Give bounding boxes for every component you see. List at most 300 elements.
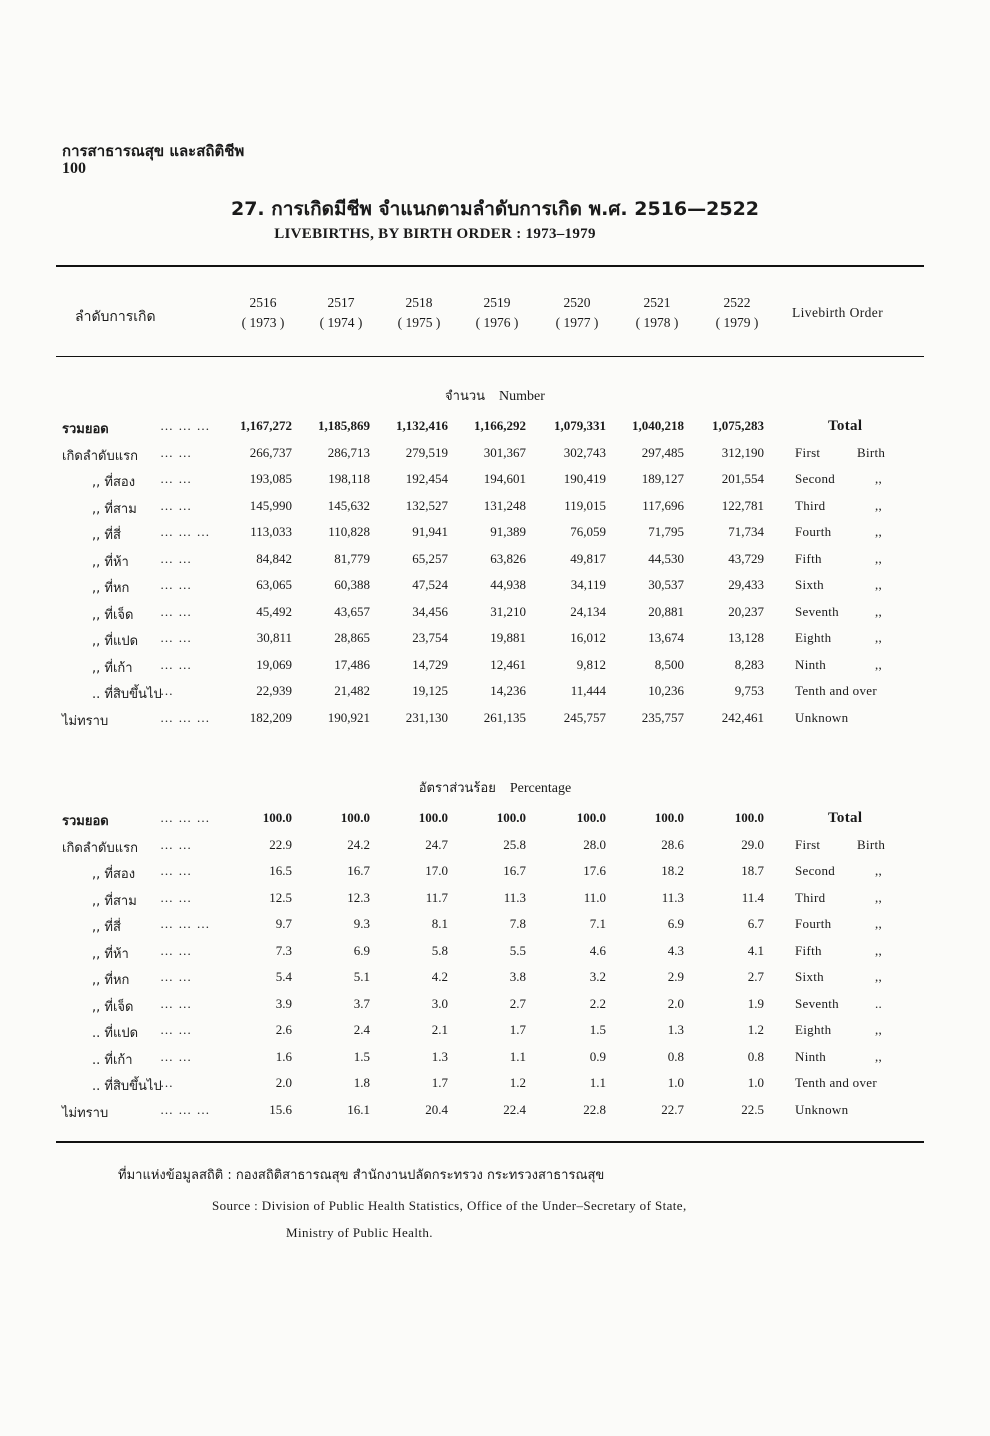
- row-label-english: [795, 577, 883, 593]
- ditto-mark: ,,: [875, 942, 883, 958]
- column-header-order-thai: ลำดับการเกิด: [75, 309, 156, 325]
- table-row: [0, 1102, 990, 1128]
- cell-value: 198,118: [328, 471, 370, 486]
- row-label-english: [795, 863, 883, 879]
- leader-dots: … …: [160, 863, 193, 878]
- cell-value: 0.9: [589, 1048, 606, 1064]
- row-label: ,, ที่เจ็ด: [92, 607, 134, 623]
- year-header: [702, 293, 772, 333]
- section-heading-percentage: [0, 777, 990, 798]
- cell-value: 1.7: [431, 1075, 448, 1090]
- row-label-english: [795, 995, 883, 1012]
- cell-value: 9.3: [353, 916, 370, 931]
- cell-value: 11.4: [741, 889, 764, 905]
- row-label-english: [795, 550, 883, 567]
- row-label-english-text: Eighth: [795, 1022, 832, 1037]
- cell-value: 4.2: [431, 969, 448, 984]
- ditto-mark: ,,: [875, 969, 883, 984]
- row-label-english: [795, 710, 848, 726]
- year-common-era: ( 1974 ): [319, 315, 363, 330]
- cell-value: 2.2: [589, 995, 606, 1011]
- year-header: [622, 293, 692, 333]
- cell-value: 297,485: [641, 444, 684, 460]
- table-row: [0, 657, 990, 683]
- row-label: ,, ที่สี่: [92, 528, 121, 543]
- cell-value: 19,069: [256, 656, 292, 672]
- table-row: [0, 1022, 990, 1048]
- cell-value: 16.5: [269, 863, 292, 878]
- row-label-english-text: Ninth: [795, 1048, 827, 1064]
- header-rule: [56, 356, 924, 357]
- leader-dots: … …: [160, 603, 193, 619]
- year-header: [306, 293, 376, 333]
- cell-value: 84,842: [256, 550, 292, 566]
- table-row: [0, 577, 990, 603]
- row-label-english-text: Ninth: [795, 656, 827, 672]
- running-title: การสาธารณสุข และสถิติชีพ: [62, 142, 245, 160]
- cell-value: 18.2: [661, 863, 684, 878]
- row-label-english-text: Second: [795, 471, 836, 486]
- row-label: ,, ที่หก: [92, 581, 130, 596]
- cell-value: 182,209: [249, 709, 292, 725]
- row-label-english: [828, 810, 862, 827]
- cell-value: 14,236: [490, 683, 526, 698]
- cell-value: 1,132,416: [396, 418, 448, 433]
- cell-value: 1.1: [509, 1048, 526, 1064]
- row-label: ไม่ทราบ: [62, 1105, 109, 1121]
- row-label-english: [795, 942, 883, 959]
- cell-value: 100.0: [496, 810, 526, 825]
- table-row: [0, 1049, 990, 1075]
- row-label-english-text: Second: [795, 863, 836, 878]
- ditto-mark: ,,: [875, 916, 883, 931]
- cell-value: 12.3: [347, 889, 370, 905]
- ditto-mark: ,,: [875, 550, 883, 566]
- cell-value: 11.3: [503, 889, 526, 905]
- year-header: [228, 293, 298, 333]
- cell-value: 10,236: [648, 683, 684, 698]
- table-row: [0, 683, 990, 709]
- ditto-mark: ,,: [875, 1048, 883, 1064]
- cell-value: 18.7: [741, 863, 764, 878]
- cell-value: 24.7: [425, 836, 448, 852]
- cell-value: 63,826: [490, 550, 526, 566]
- row-label-english-text: Third: [795, 889, 826, 905]
- cell-value: 1.8: [353, 1075, 370, 1090]
- cell-value: 4.3: [667, 942, 684, 958]
- row-label-english: [795, 1102, 848, 1118]
- cell-value: 1.3: [667, 1022, 684, 1037]
- cell-value: 28.0: [583, 836, 606, 852]
- cell-value: 14,729: [412, 656, 448, 672]
- cell-value: 193,085: [249, 471, 292, 486]
- year-header: [462, 293, 532, 333]
- cell-value: 245,757: [563, 709, 606, 725]
- row-label-english-text: Seventh: [795, 603, 839, 619]
- table-row: [0, 890, 990, 916]
- cell-value: 4.6: [589, 942, 606, 958]
- leader-dots: … …: [160, 471, 193, 486]
- cell-value: 24.2: [347, 836, 370, 852]
- cell-value: 235,757: [641, 709, 684, 725]
- row-label: ,, ที่ห้า: [92, 554, 129, 570]
- leader-dots: … …: [160, 995, 193, 1011]
- cell-value: 34,456: [412, 603, 448, 619]
- row-label: เกิดลำดับแรก: [62, 840, 138, 856]
- year-buddhist-era: 2518: [405, 295, 433, 310]
- cell-value: 4.1: [747, 942, 764, 958]
- table-row: [0, 445, 990, 471]
- row-label-english-text: Tenth and over: [795, 683, 877, 698]
- cell-value: 100.0: [576, 810, 606, 825]
- cell-value: 11.3: [661, 889, 684, 905]
- cell-value: 3.0: [431, 995, 448, 1011]
- ditto-mark: ,,: [875, 1022, 883, 1037]
- table-row: [0, 418, 990, 444]
- row-label-english-text: Third: [795, 497, 826, 513]
- cell-value: 5.8: [431, 942, 448, 958]
- row-label: ,, ที่เจ็ด: [92, 999, 134, 1015]
- leader-dots: … …: [160, 1022, 193, 1037]
- cell-value: 301,367: [483, 444, 526, 460]
- cell-value: 286,713: [327, 444, 370, 460]
- ditto-mark: ,,: [875, 603, 883, 619]
- cell-value: 132,527: [405, 497, 448, 513]
- year-common-era: ( 1976 ): [475, 315, 519, 330]
- leader-dots: … … …: [160, 1101, 211, 1117]
- cell-value: 22.5: [741, 1101, 764, 1117]
- leader-dots: … …: [160, 656, 193, 672]
- cell-value: 190,921: [327, 709, 370, 725]
- row-label-english-text: First: [795, 836, 821, 852]
- cell-value: 312,190: [721, 444, 764, 460]
- cell-value: 1.2: [509, 1075, 526, 1090]
- row-label: ,, ที่สี่: [92, 920, 121, 935]
- table-row: [0, 916, 990, 942]
- leader-dots: … …: [160, 444, 193, 460]
- cell-value: 242,461: [721, 709, 764, 725]
- table-row: [0, 943, 990, 969]
- row-label: ,, ที่เก้า: [92, 660, 133, 676]
- leader-dots: … …: [160, 889, 193, 905]
- row-label-english: [828, 418, 862, 435]
- cell-value: 117,696: [642, 497, 684, 513]
- cell-value: 30,811: [256, 630, 292, 645]
- row-label-english: [795, 656, 883, 673]
- cell-value: 20.4: [425, 1101, 448, 1117]
- row-label-english-text: Unknown: [795, 1101, 849, 1117]
- year-common-era: ( 1978 ): [635, 315, 679, 330]
- ditto-mark: ,,: [875, 630, 883, 645]
- leader-dots: … … …: [160, 524, 211, 539]
- year-common-era: ( 1977 ): [555, 315, 599, 330]
- year-common-era: ( 1979 ): [715, 315, 759, 330]
- cell-value: 2.1: [431, 1022, 448, 1037]
- table-row: [0, 524, 990, 550]
- cell-value: 13,674: [648, 630, 684, 645]
- cell-value: 1.3: [431, 1048, 448, 1064]
- row-label-english-text: Sixth: [795, 577, 824, 592]
- row-label-english: [795, 683, 877, 699]
- cell-value: 19,881: [490, 630, 526, 645]
- row-label-english-text: Fourth: [795, 524, 832, 539]
- cell-value: 2.7: [747, 969, 764, 984]
- cell-value: 5.5: [509, 942, 526, 958]
- leader-dots: … …: [160, 630, 193, 645]
- row-label-english: [795, 471, 883, 487]
- cell-value: 3.8: [509, 969, 526, 984]
- ditto-mark: ,,: [875, 889, 883, 905]
- cell-value: 1,075,283: [712, 418, 764, 433]
- leader-dots: … …: [160, 577, 193, 592]
- row-label-english-text: Seventh: [795, 995, 839, 1011]
- cell-value: 190,419: [563, 471, 606, 486]
- cell-value: 21,482: [334, 683, 370, 698]
- ditto-mark: ,,: [875, 863, 883, 878]
- leader-dots: … …: [160, 497, 193, 513]
- cell-value: 119,015: [564, 497, 606, 513]
- cell-value: 1.5: [589, 1022, 606, 1037]
- cell-value: 279,519: [405, 444, 448, 460]
- cell-value: 12,461: [490, 656, 526, 672]
- cell-value: 28.6: [661, 836, 684, 852]
- cell-value: 7.8: [509, 916, 526, 931]
- row-label-english-text: Unknown: [795, 709, 849, 725]
- row-label-english: [795, 444, 886, 461]
- cell-value: 16.1: [347, 1101, 370, 1117]
- table-row: [0, 471, 990, 497]
- cell-value: 100.0: [418, 810, 448, 825]
- year-buddhist-era: 2522: [723, 295, 751, 310]
- table-row: [0, 551, 990, 577]
- cell-value: 100.0: [262, 810, 292, 825]
- table-row: [0, 810, 990, 836]
- cell-value: 6.9: [353, 942, 370, 958]
- row-label: รวมยอด: [62, 814, 109, 829]
- row-label: .. ที่แปด: [92, 1026, 139, 1041]
- cell-value: 122,781: [721, 497, 764, 513]
- row-label: .. ที่เก้า: [92, 1052, 133, 1068]
- cell-value: 261,135: [483, 709, 526, 725]
- year-header: [384, 293, 454, 333]
- cell-value: 91,941: [412, 524, 448, 539]
- section-title-english: Number: [499, 389, 545, 404]
- cell-value: 91,389: [490, 524, 526, 539]
- cell-value: 3.2: [589, 969, 606, 984]
- cell-value: 44,530: [648, 550, 684, 566]
- cell-value: 29,433: [728, 577, 764, 592]
- cell-value: 43,729: [728, 550, 764, 566]
- row-label-english-text: Total: [828, 418, 863, 434]
- cell-value: 1,166,292: [474, 418, 526, 433]
- cell-value: 110,828: [328, 524, 370, 539]
- cell-value: 65,257: [412, 550, 448, 566]
- cell-value: 9,812: [576, 656, 606, 672]
- leader-dots: … …: [160, 550, 193, 566]
- table-title-english: LIVEBIRTHS, BY BIRTH ORDER : 1973–1979: [274, 226, 596, 242]
- cell-value: 16.7: [503, 863, 526, 878]
- row-label-english: [795, 1022, 883, 1038]
- row-label: ,, ที่แปด: [92, 634, 139, 649]
- cell-value: 3.7: [353, 995, 370, 1011]
- row-label-english: [795, 1048, 883, 1065]
- cell-value: 76,059: [570, 524, 606, 539]
- row-label-english: [795, 889, 883, 906]
- cell-value: 1,185,869: [318, 418, 370, 433]
- cell-value: 6.7: [747, 916, 764, 931]
- cell-value: 1.5: [353, 1048, 370, 1064]
- cell-value: 17.0: [425, 863, 448, 878]
- cell-value: 47,524: [412, 577, 448, 592]
- section-title-thai: อัตราส่วนร้อย: [418, 781, 496, 796]
- cell-value: 1.1: [589, 1075, 606, 1090]
- cell-value: 2.0: [667, 995, 684, 1011]
- cell-value: 20,881: [648, 603, 684, 619]
- leader-dots: … …: [160, 942, 193, 958]
- cell-value: 22.9: [269, 836, 292, 852]
- cell-value: 43,657: [334, 603, 370, 619]
- table-row: [0, 498, 990, 524]
- year-buddhist-era: 2517: [327, 295, 355, 310]
- cell-value: 2.0: [275, 1075, 292, 1090]
- cell-value: 44,938: [490, 577, 526, 592]
- page-number: 100: [62, 160, 86, 177]
- cell-value: 1,079,331: [554, 418, 606, 433]
- year-common-era: ( 1973 ): [241, 315, 285, 330]
- cell-value: 8,500: [654, 656, 684, 672]
- ditto-mark: ,,: [875, 524, 883, 539]
- leader-dots: … …: [160, 969, 193, 984]
- row-label: ,, ที่สอง: [92, 475, 136, 490]
- cell-value: 60,388: [334, 577, 370, 592]
- leader-dots: … …: [160, 836, 193, 852]
- row-label: .. ที่สิบขึ้นไป: [92, 687, 162, 702]
- row-label: ,, ที่ห้า: [92, 946, 129, 962]
- ditto-mark: ,,: [875, 577, 883, 592]
- ditto-mark: ,,: [875, 471, 883, 486]
- row-label-english: [795, 836, 886, 853]
- cell-value: 131,248: [483, 497, 526, 513]
- cell-value: 12.5: [269, 889, 292, 905]
- cell-value: 100.0: [734, 810, 764, 825]
- cell-value: 1.9: [747, 995, 764, 1011]
- cell-value: 100.0: [654, 810, 684, 825]
- cell-value: 24,134: [570, 603, 606, 619]
- cell-value: 34,119: [570, 577, 606, 592]
- source-english-line1: Source : Division of Public Health Statistics, Office of the Under–Secretary of State,: [212, 1198, 687, 1213]
- cell-value: 8.1: [431, 916, 448, 931]
- cell-value: 13,128: [728, 630, 764, 645]
- cell-value: 16,012: [570, 630, 606, 645]
- row-label: รวมยอด: [62, 422, 109, 437]
- cell-value: 6.9: [667, 916, 684, 931]
- year-common-era: ( 1975 ): [397, 315, 441, 330]
- year-header: [542, 293, 612, 333]
- table-row: [0, 996, 990, 1022]
- row-label-english: [795, 1075, 877, 1091]
- cell-value: 1,167,272: [240, 418, 292, 433]
- table-title-thai: 27. การเกิดมีชีพ จำแนกตามลำดับการเกิด พ.ศ. 2516—2522: [230, 198, 760, 220]
- leader-dots: …: [160, 1075, 174, 1090]
- cell-value: 7.1: [589, 916, 606, 931]
- ditto-mark: Birth: [857, 444, 886, 460]
- table-row: [0, 969, 990, 995]
- cell-value: 28,865: [334, 630, 370, 645]
- row-label: ,, ที่หก: [92, 973, 130, 988]
- cell-value: 81,779: [334, 550, 370, 566]
- cell-value: 302,743: [563, 444, 606, 460]
- section-title-thai: จำนวน: [445, 389, 486, 404]
- source-english-line2: Ministry of Public Health.: [286, 1225, 433, 1240]
- cell-value: 1.2: [747, 1022, 764, 1037]
- row-label-english-text: Sixth: [795, 969, 824, 984]
- table-row: [0, 837, 990, 863]
- column-header-order-english: Livebirth Order: [792, 305, 884, 320]
- cell-value: 19,125: [412, 683, 448, 698]
- source-thai: ที่มาแห่งข้อมูลสถิติ : กองสถิติสาธารณสุข สำนักงานปลัดกระทรวง กระทรวงสาธารณสุข: [118, 1168, 605, 1183]
- row-label-english-text: First: [795, 444, 821, 460]
- ditto-mark: ..: [875, 995, 883, 1011]
- year-buddhist-era: 2521: [643, 295, 671, 310]
- section-title-english: Percentage: [509, 781, 572, 796]
- ditto-mark: Birth: [857, 836, 886, 852]
- cell-value: 100.0: [340, 810, 370, 825]
- row-label-english: [795, 969, 883, 985]
- year-buddhist-era: 2519: [483, 295, 511, 310]
- leader-dots: … … …: [160, 709, 211, 725]
- leader-dots: …: [160, 683, 174, 698]
- row-label-english: [795, 497, 883, 514]
- cell-value: 145,990: [249, 497, 292, 513]
- cell-value: 22,939: [256, 683, 292, 698]
- cell-value: 11.0: [583, 889, 606, 905]
- row-label-english: [795, 916, 883, 932]
- ditto-mark: ,,: [875, 656, 883, 672]
- cell-value: 194,601: [483, 471, 526, 486]
- cell-value: 2.6: [275, 1022, 292, 1037]
- table-row: [0, 710, 990, 736]
- row-label: .. ที่สิบขึ้นไป: [92, 1079, 162, 1094]
- cell-value: 1.0: [667, 1075, 684, 1090]
- row-label-english-text: Eighth: [795, 630, 832, 645]
- cell-value: 31,210: [490, 603, 526, 619]
- cell-value: 2.7: [509, 995, 526, 1011]
- cell-value: 23,754: [412, 630, 448, 645]
- cell-value: 63,065: [256, 577, 292, 592]
- cell-value: 11,444: [570, 683, 606, 698]
- table-row: [0, 1075, 990, 1101]
- cell-value: 17,486: [334, 656, 370, 672]
- cell-value: 2.4: [353, 1022, 370, 1037]
- row-label: ,, ที่สาม: [92, 893, 137, 909]
- cell-value: 22.4: [503, 1101, 526, 1117]
- cell-value: 0.8: [667, 1048, 684, 1064]
- row-label-english-text: Fifth: [795, 942, 822, 958]
- cell-value: 145,632: [327, 497, 370, 513]
- row-label: ,, ที่สอง: [92, 867, 136, 882]
- cell-value: 1.0: [747, 1075, 764, 1090]
- cell-value: 9.7: [275, 916, 292, 931]
- cell-value: 7.3: [275, 942, 292, 958]
- row-label-english: [795, 524, 883, 540]
- cell-value: 113,033: [250, 524, 292, 539]
- cell-value: 11.7: [425, 889, 448, 905]
- cell-value: 5.4: [275, 969, 292, 984]
- cell-value: 1,040,218: [632, 418, 684, 433]
- cell-value: 231,130: [405, 709, 448, 725]
- row-label-english: [795, 630, 883, 646]
- table-row: [0, 630, 990, 656]
